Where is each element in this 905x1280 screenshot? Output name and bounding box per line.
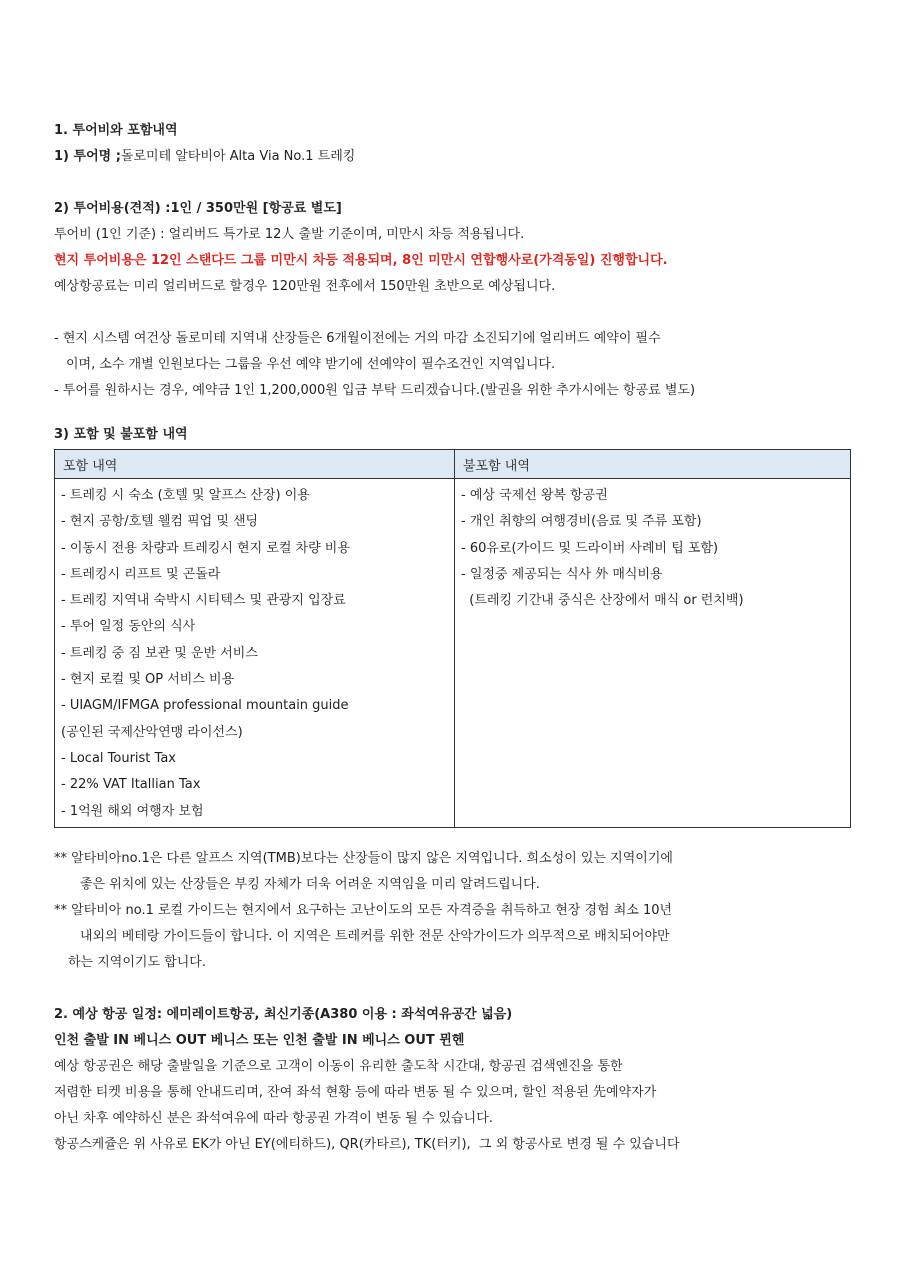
included-item: - 트레킹시 리프트 및 곤돌라 [61,566,221,582]
excluded-item: - 일정중 제공되는 식사 外 매식비용 [461,566,663,582]
excluded-item: (트레킹 기간내 중식은 산장에서 매식 or 런치백) [461,593,744,609]
inclusions-heading: 3) 포함 및 불포함 내역 [54,427,188,442]
note-hut-booking: - 현지 시스템 여건상 돌로미테 지역내 산장들은 6개월이전에는 거의 마감 소진되기에 얼리버드 예약이 필수 [54,331,661,346]
included-item: - 현지 공항/호텔 웰컴 픽업 및 샌딩 [61,514,259,530]
included-header: 포함 내역 [55,450,455,479]
tour-name-value: 돌로미테 알타비아 Alta Via No.1 트레킹 [120,149,356,164]
flight-paragraph-4: 항공스케쥴은 위 사유로 EK가 아닌 EY(에티하드), QR(카타르), TK(터키), 그 외 항공사로 변경 될 수 있습니다 [54,1136,680,1152]
note-hut-scarcity [54,846,854,898]
included-item: - 현지 로컬 및 OP 서비스 비용 [61,672,235,688]
tour-cost-warning: 현지 투어비용은 12인 스탠다드 그룹 미만시 차등 적용되며, 8인 미만시 연합행사로(가격동일) 진행합니다. [54,253,668,268]
tour-cost-heading: 2) 투어비용(견적) :1인 / 350만원 [항공료 별도] [54,201,342,216]
excluded-cell [455,479,851,828]
included-item: - 1억원 해외 여행자 보험 [61,803,204,819]
flight-paragraph-3: 아닌 차후 예약하신 분은 좌석여유에 따라 항공권 가격이 변동 될 수 있습니다. [54,1110,493,1126]
included-item: - 22% VAT Itallian Tax [61,777,201,793]
inclusions-table [54,449,851,828]
section-2-heading: 2. 예상 항공 일정: 에미레이트항공, 최신기종(A380 이용 : 좌석여유공간 넓음) [54,1006,513,1022]
tour-name-label: 1) 투어명 ; [54,149,121,164]
included-item: - 트레킹 중 짐 보관 및 운반 서비스 [61,645,258,661]
included-item: - 트레킹 시 숙소 (호텔 및 알프스 산장) 이용 [61,488,310,503]
section-1-heading: 1. 투어비와 포함내역 [54,123,178,138]
tour-cost-line-1: 투어비 (1인 기준) : 얼리버드 특가로 12人 출발 기준이며, 미만시 차등 적용됩니다. [54,227,525,242]
note-hut-scarcity-line-1: ** 알타비아no.1은 다른 알프스 지역(TMB)보다는 산장들이 많지 않은 지역입니다. 희소성이 있는 지역이기에 [54,850,673,866]
included-item: - 투어 일정 동안의 식사 [61,619,196,635]
note-local-guide-line-2: 내외의 베테랑 가이드들이 합니다. 이 지역은 트레커를 위한 전문 산악가이드가 의무적으로 배치되어야만 [80,928,670,944]
note-hut-booking-cont: 이며, 소수 개별 인원보다는 그룹을 우선 예약 받기에 선예약이 필수조건인 지역입니다. [66,357,556,372]
note-deposit: - 투어를 원하시는 경우, 예약금 1인 1,200,000원 입금 부탁 드리겠습니다.(발권을 위한 추가시에는 항공료 별도) [54,383,696,398]
note-hut-scarcity-line-2: 좋은 위치에 있는 산장들은 부킹 자체가 더욱 어려운 지역임을 미리 알려드립니다. [80,876,540,892]
note-local-guide-line-3: 하는 지역이기도 합니다. [68,954,206,970]
included-item: - Local Tourist Tax [61,750,176,766]
flight-paragraph-1: 예상 항공권은 해당 출발일을 기준으로 고객이 이동이 유리한 출도착 시간대, 항공권 검색엔진을 통한 [54,1058,623,1074]
included-item: - 이동시 전용 차량과 트레킹시 현지 로컬 차량 비용 [61,540,350,556]
flight-route: 인천 출발 IN 베니스 OUT 베니스 또는 인천 출발 IN 베니스 OUT 뮌헨 [54,1032,465,1048]
tour-name-line [54,144,854,170]
flight-paragraph-2: 저렴한 티켓 비용을 통해 안내드리며, 잔여 좌석 현황 등에 따라 변동 될 수 있으며, 할인 적용된 先예약자가 [54,1084,657,1100]
excluded-item: - 예상 국제선 왕복 항공권 [461,488,608,503]
document-page [54,118,854,1158]
excluded-item: - 60유로(가이드 및 드라이버 사례비 팁 포함) [461,540,719,556]
note-local-guide [54,898,854,976]
excluded-header: 불포함 내역 [455,450,851,479]
note-local-guide-line-1: ** 알타비아 no.1 로컬 가이드는 현지에서 요구하는 고난이도의 모든 자격증을 취득하고 현장 경험 최소 10년 [54,902,673,918]
included-item: (공인된 국제산악연맹 라이선스) [61,724,243,740]
included-item: - 트레킹 지역내 숙박시 시티텍스 및 관광지 입장료 [61,593,346,609]
excluded-item: - 개인 취향의 여행경비(음료 및 주류 포함) [461,514,702,530]
included-cell [55,479,455,828]
included-item: - UIAGM/IFMGA professional mountain guide [61,698,349,714]
tour-cost-airfare: 예상항공료는 미리 얼리버드로 할경우 120만원 전후에서 150만원 초반으로 예상됩니다. [54,279,556,294]
